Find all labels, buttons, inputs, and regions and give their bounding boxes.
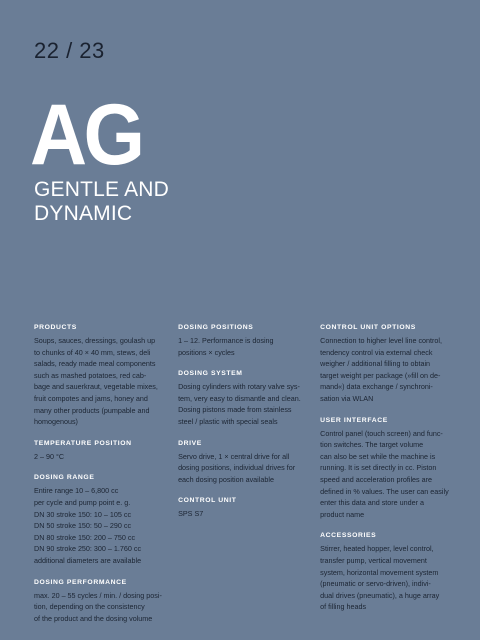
spec-section xyxy=(178,440,306,486)
section-body xyxy=(320,335,464,405)
body-line: 1 – 12. Performance is dosing xyxy=(178,336,274,345)
tagline-line: DYNAMIC xyxy=(34,202,133,225)
body-line: dual drives (pneumatic), a huge array xyxy=(320,590,440,600)
section-body xyxy=(34,590,164,625)
body-line: tion switches. The target volume xyxy=(320,440,424,450)
body-line: transfer pump, vertical movement xyxy=(320,555,427,565)
body-line: product name xyxy=(320,509,365,519)
body-line: tion, depending on the consistency xyxy=(34,602,145,612)
body-line: enter this data and store under a xyxy=(320,498,425,508)
body-line: (pneumatic or servo-driven), indivi- xyxy=(320,579,431,589)
body-line: Control panel (touch screen) and func- xyxy=(320,428,443,438)
section-body xyxy=(320,428,464,521)
body-line: to chunks of 40 × 40 mm, stews, deli xyxy=(34,347,151,357)
spec-column xyxy=(320,324,464,636)
body-line: sation via WLAN xyxy=(320,393,374,403)
body-line: additional diameters are available xyxy=(34,555,142,565)
section-body xyxy=(178,508,306,520)
section-body xyxy=(34,335,164,428)
body-line: per cycle and pump point e. g. xyxy=(34,497,131,507)
body-line: can also be set while the machine is xyxy=(320,451,436,461)
body-line: many other products (pumpable and xyxy=(34,405,150,415)
body-line: such as mashed potatoes, red cab- xyxy=(34,370,147,380)
spec-column xyxy=(178,324,306,636)
body-line: 2 – 90 °C xyxy=(34,451,65,461)
body-line: Servo drive, 1 × central drive for all xyxy=(178,451,290,461)
body-line: Soups, sauces, dressings, goulash up xyxy=(34,336,156,345)
body-line: Dosing pistons made from stainless xyxy=(178,405,292,415)
section-heading: DRIVE xyxy=(178,439,202,447)
section-body xyxy=(178,451,306,486)
spec-section xyxy=(178,370,306,427)
section-body xyxy=(320,543,464,613)
spec-column xyxy=(34,324,164,636)
section-heading: USER INTERFACE xyxy=(320,416,388,424)
body-line: of filling heads xyxy=(320,602,367,612)
tagline-line: GENTLE AND xyxy=(34,178,170,201)
tagline xyxy=(34,178,169,226)
body-line: mand«) data exchange / synchroni- xyxy=(320,382,433,392)
body-line: system, horizontal movement system xyxy=(320,567,439,577)
section-heading: PRODUCTS xyxy=(34,324,77,331)
spec-section xyxy=(320,417,464,521)
spec-section xyxy=(34,440,164,463)
body-line: DN 80 stroke 150: 200 – 750 cc xyxy=(34,532,136,542)
body-line: speed and acceleration profiles are xyxy=(320,474,433,484)
body-line: salads, ready made meal components xyxy=(34,359,156,369)
body-line: running. It is set directly in cc. Piston xyxy=(320,463,437,473)
body-line: SPS S7 xyxy=(178,509,204,519)
body-line: DN 50 stroke 150: 50 – 290 cc xyxy=(34,521,132,531)
section-body xyxy=(178,335,306,358)
model-code-title: AG xyxy=(30,87,142,183)
body-line: fruit compotes and jams, honey and xyxy=(34,393,148,403)
section-heading: DOSING PERFORMANCE xyxy=(34,578,127,586)
section-body xyxy=(34,485,164,566)
spec-section xyxy=(34,474,164,566)
body-line: homogenous) xyxy=(34,417,78,427)
page-number: 22 / 23 xyxy=(34,38,105,63)
body-line: weigher / additional filling to obtain xyxy=(320,359,431,369)
body-line: each dosing position available xyxy=(178,474,274,484)
body-line: bage and sauerkraut, vegetable mixes, xyxy=(34,382,158,392)
spec-columns xyxy=(34,324,464,636)
section-heading: CONTROL UNIT OPTIONS xyxy=(320,324,416,331)
spec-section xyxy=(320,532,464,613)
spec-section xyxy=(34,579,164,625)
body-line: max. 20 – 55 cycles / min. / dosing posi- xyxy=(34,590,162,600)
body-line: Entire range 10 – 6,800 cc xyxy=(34,486,119,496)
body-line: DN 30 stroke 150: 10 – 105 cc xyxy=(34,509,132,519)
section-heading: DOSING RANGE xyxy=(34,474,95,482)
section-body xyxy=(178,381,306,427)
body-line: steel / plastic with special seals xyxy=(178,416,278,426)
spec-section xyxy=(178,497,306,520)
body-line: dosing positions, individual drives for xyxy=(178,463,296,473)
spec-section xyxy=(34,324,164,428)
body-line: tendency control via external check xyxy=(320,347,433,357)
body-line: defined in % values. The user can easily xyxy=(320,486,449,496)
section-heading: DOSING SYSTEM xyxy=(178,370,243,378)
body-line: tem, very easy to dismantle and clean. xyxy=(178,393,301,403)
section-body xyxy=(34,451,164,463)
body-line: Connection to higher level line control, xyxy=(320,336,443,345)
body-line: positions × cycles xyxy=(178,347,235,357)
section-heading: DOSING POSITIONS xyxy=(178,324,254,331)
body-line: Dosing cylinders with rotary valve sys- xyxy=(178,382,300,392)
body-line: of the product and the dosing volume xyxy=(34,613,153,623)
body-line: target weight per package (»fill on de- xyxy=(320,370,441,380)
spec-section xyxy=(178,324,306,358)
spec-section xyxy=(320,324,464,405)
section-heading: ACCESSORIES xyxy=(320,532,377,540)
body-line: Stirrer, heated hopper, level control, xyxy=(320,544,434,554)
section-heading: TEMPERATURE POSITION xyxy=(34,439,132,447)
section-heading: CONTROL UNIT xyxy=(178,497,237,505)
body-line: DN 90 stroke 250: 300 – 1.760 cc xyxy=(34,544,142,554)
